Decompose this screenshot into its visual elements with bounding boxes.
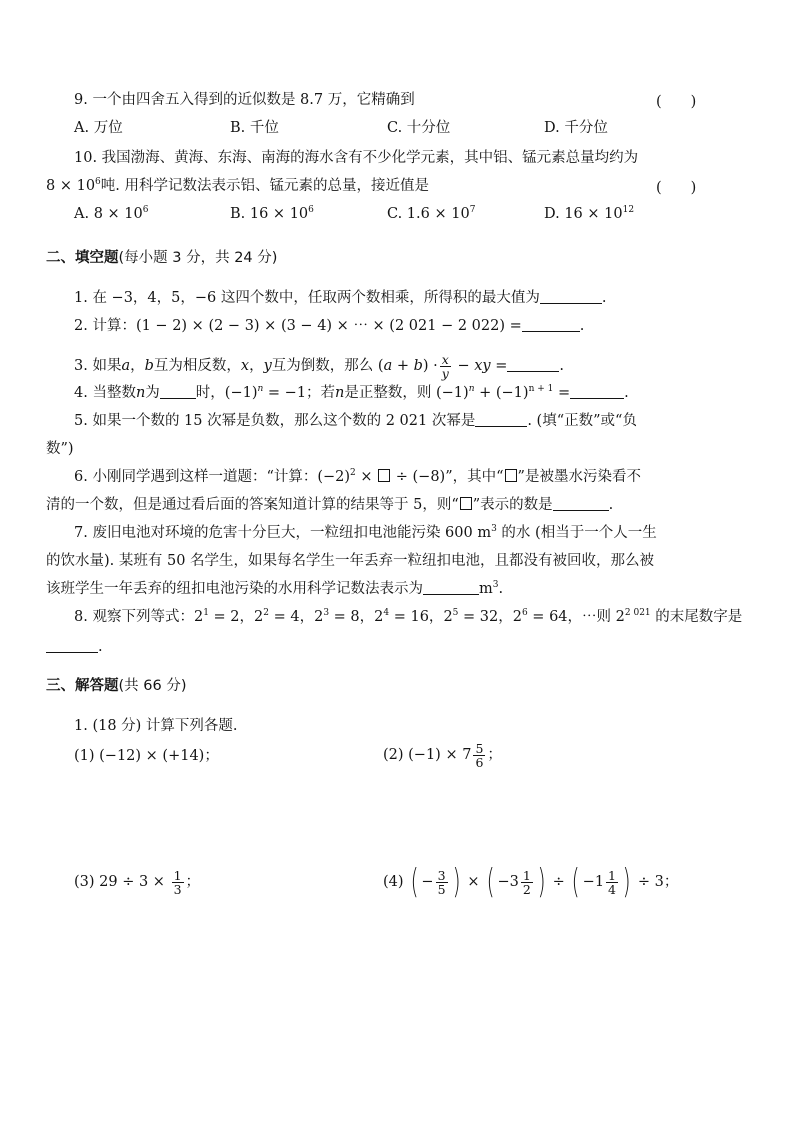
answer-blank[interactable] <box>553 496 609 511</box>
answer-blank[interactable] <box>522 317 580 332</box>
fraction-1-3: $\frac{1}{3}$ <box>173 867 182 897</box>
s2-q1: 1. 在 −3，4，5，−6 这四个数中，任取两个数相乘，所得积的最大值为 . <box>74 290 607 306</box>
q10-line1: 10. 我国渤海、黄海、东海、南海的海水含有不少化学元素，其中铝、锰元素总量均约为 <box>74 150 639 166</box>
answer-blank[interactable] <box>46 638 98 653</box>
fraction-1-4: $\frac{1}{4}$ <box>608 867 616 897</box>
q10-option-c: C. $1.6 \times 10^7$ <box>387 205 476 222</box>
s2-q5-line1: 5. 如果一个数的 15 次幂是负数，那么这个数的 2 021 次幂是 . (填“正数”或“负 <box>74 413 637 429</box>
section2-heading: 二、填空题(每小题 3 分，共 24 分) <box>46 250 278 266</box>
q9-option-b: B. 千位 <box>230 120 279 136</box>
q10-option-a: A. $8 \times 10^6$ <box>74 205 149 222</box>
s2-q8-line2: . <box>46 637 103 657</box>
q9-option-d: D. 千分位 <box>544 120 608 136</box>
s3-q1-part1: (1) (−12) × (+14)； <box>74 748 219 764</box>
s3-q1-part3: (3) 29 ÷ 3 × $\frac{1}{3}$ ； <box>74 867 201 897</box>
q9-option-a: A. 万位 <box>74 120 123 136</box>
answer-blank[interactable] <box>540 289 602 304</box>
answer-blank[interactable] <box>475 412 527 427</box>
s2-q6-line2: 清的一个数，但是通过看后面的答案知道计算的结果等于 5，则“ ”表示的数是 . <box>46 497 614 513</box>
s3-q1-part2: (2) (−1) × 7 $\frac{5}{6}$ ； <box>383 740 502 770</box>
s2-q6-line1: 6. 小刚同学遇到这样一道题：“计算：$(-2)^2$ × ÷ (−8)”，其中“ ”是被墨水污染看不 <box>74 468 641 485</box>
s2-q3: 3. 如果a，b互为相反数，x，y互为倒数，那么 (a + b) · $\frac{x}{y}$ − xy = . <box>74 351 564 381</box>
s2-q2: 2. 计算：(1 − 2) × (2 − 3) × (3 − 4) × ⋯ × (2 021 − 2 022) = . <box>74 318 585 334</box>
section3-heading: 三、解答题(共 66 分) <box>46 678 187 694</box>
q10-answer-paren: ( ) <box>656 180 697 196</box>
s2-q8-line1: 8. 观察下列等式：$2^1 = 2$，$2^2 = 4$，$2^3 = 8$，$2^4 = 16$，$2^5 = 32$，$2^6 = 64$，⋯则 $2^{2 021}$ 的末尾数字是 <box>74 608 743 625</box>
answer-blank[interactable] <box>423 580 479 595</box>
q10-option-b: B. $16 \times 10^6$ <box>230 205 314 222</box>
blank-box-icon <box>460 497 472 510</box>
answer-blank[interactable] <box>507 357 559 372</box>
fraction-5-6: $\frac{5}{6}$ <box>475 740 484 770</box>
answer-blank[interactable] <box>570 384 624 399</box>
q9-stem: 9. 一个由四舍五入得到的近似数是 8.7 万，它精确到 <box>74 92 415 108</box>
fraction-1-2: $\frac{1}{2}$ <box>522 867 531 897</box>
s3-q1-heading: 1. (18 分) 计算下列各题. <box>74 718 238 734</box>
s2-q4: 4. 当整数n为 时，$(-1)^n = -1$；若n是正整数，则 $(-1)^n + (-1)^{n + 1}$ = . <box>74 384 629 401</box>
s2-q5-line2: 数”) <box>46 441 74 457</box>
q9-option-c: C. 十分位 <box>387 120 451 136</box>
blank-box-icon <box>505 469 517 482</box>
q10-option-d: D. $16 \times 10^{12}$ <box>544 205 635 222</box>
q10-line2: $8 \times 10^6$吨. 用科学记数法表示铝、锰元素的总量，接近值是 <box>46 177 429 194</box>
s2-q7-line2: 的饮水量). 某班有 50 名学生，如果每名学生一年丢弃一粒纽扣电池，且都没有被回收，那么被 <box>46 553 655 569</box>
answer-blank[interactable] <box>160 384 196 399</box>
fraction-3-5: $\frac{3}{5}$ <box>437 867 446 897</box>
blank-box-icon <box>378 469 390 482</box>
s2-q7-line3: 该班学生一年丢弃的纽扣电池污染的水用科学记数法表示为 $m^3$. <box>46 580 504 597</box>
s2-q7-line1: 7. 废旧电池对环境的危害十分巨大，一粒纽扣电池能污染 600 $m^3$ 的水 (相当于一个人一生 <box>74 524 657 541</box>
s3-q1-part4: (4) ( − $\frac{3}{5}$ ) × ( −3 $\frac{1}{2}$ ) ÷ ( −1 $\frac{1}{4}$ ) ÷ 3； <box>383 862 679 902</box>
q9-answer-paren: ( ) <box>656 94 697 110</box>
fraction-x-over-y: $\frac{x}{y}$ <box>441 351 449 381</box>
